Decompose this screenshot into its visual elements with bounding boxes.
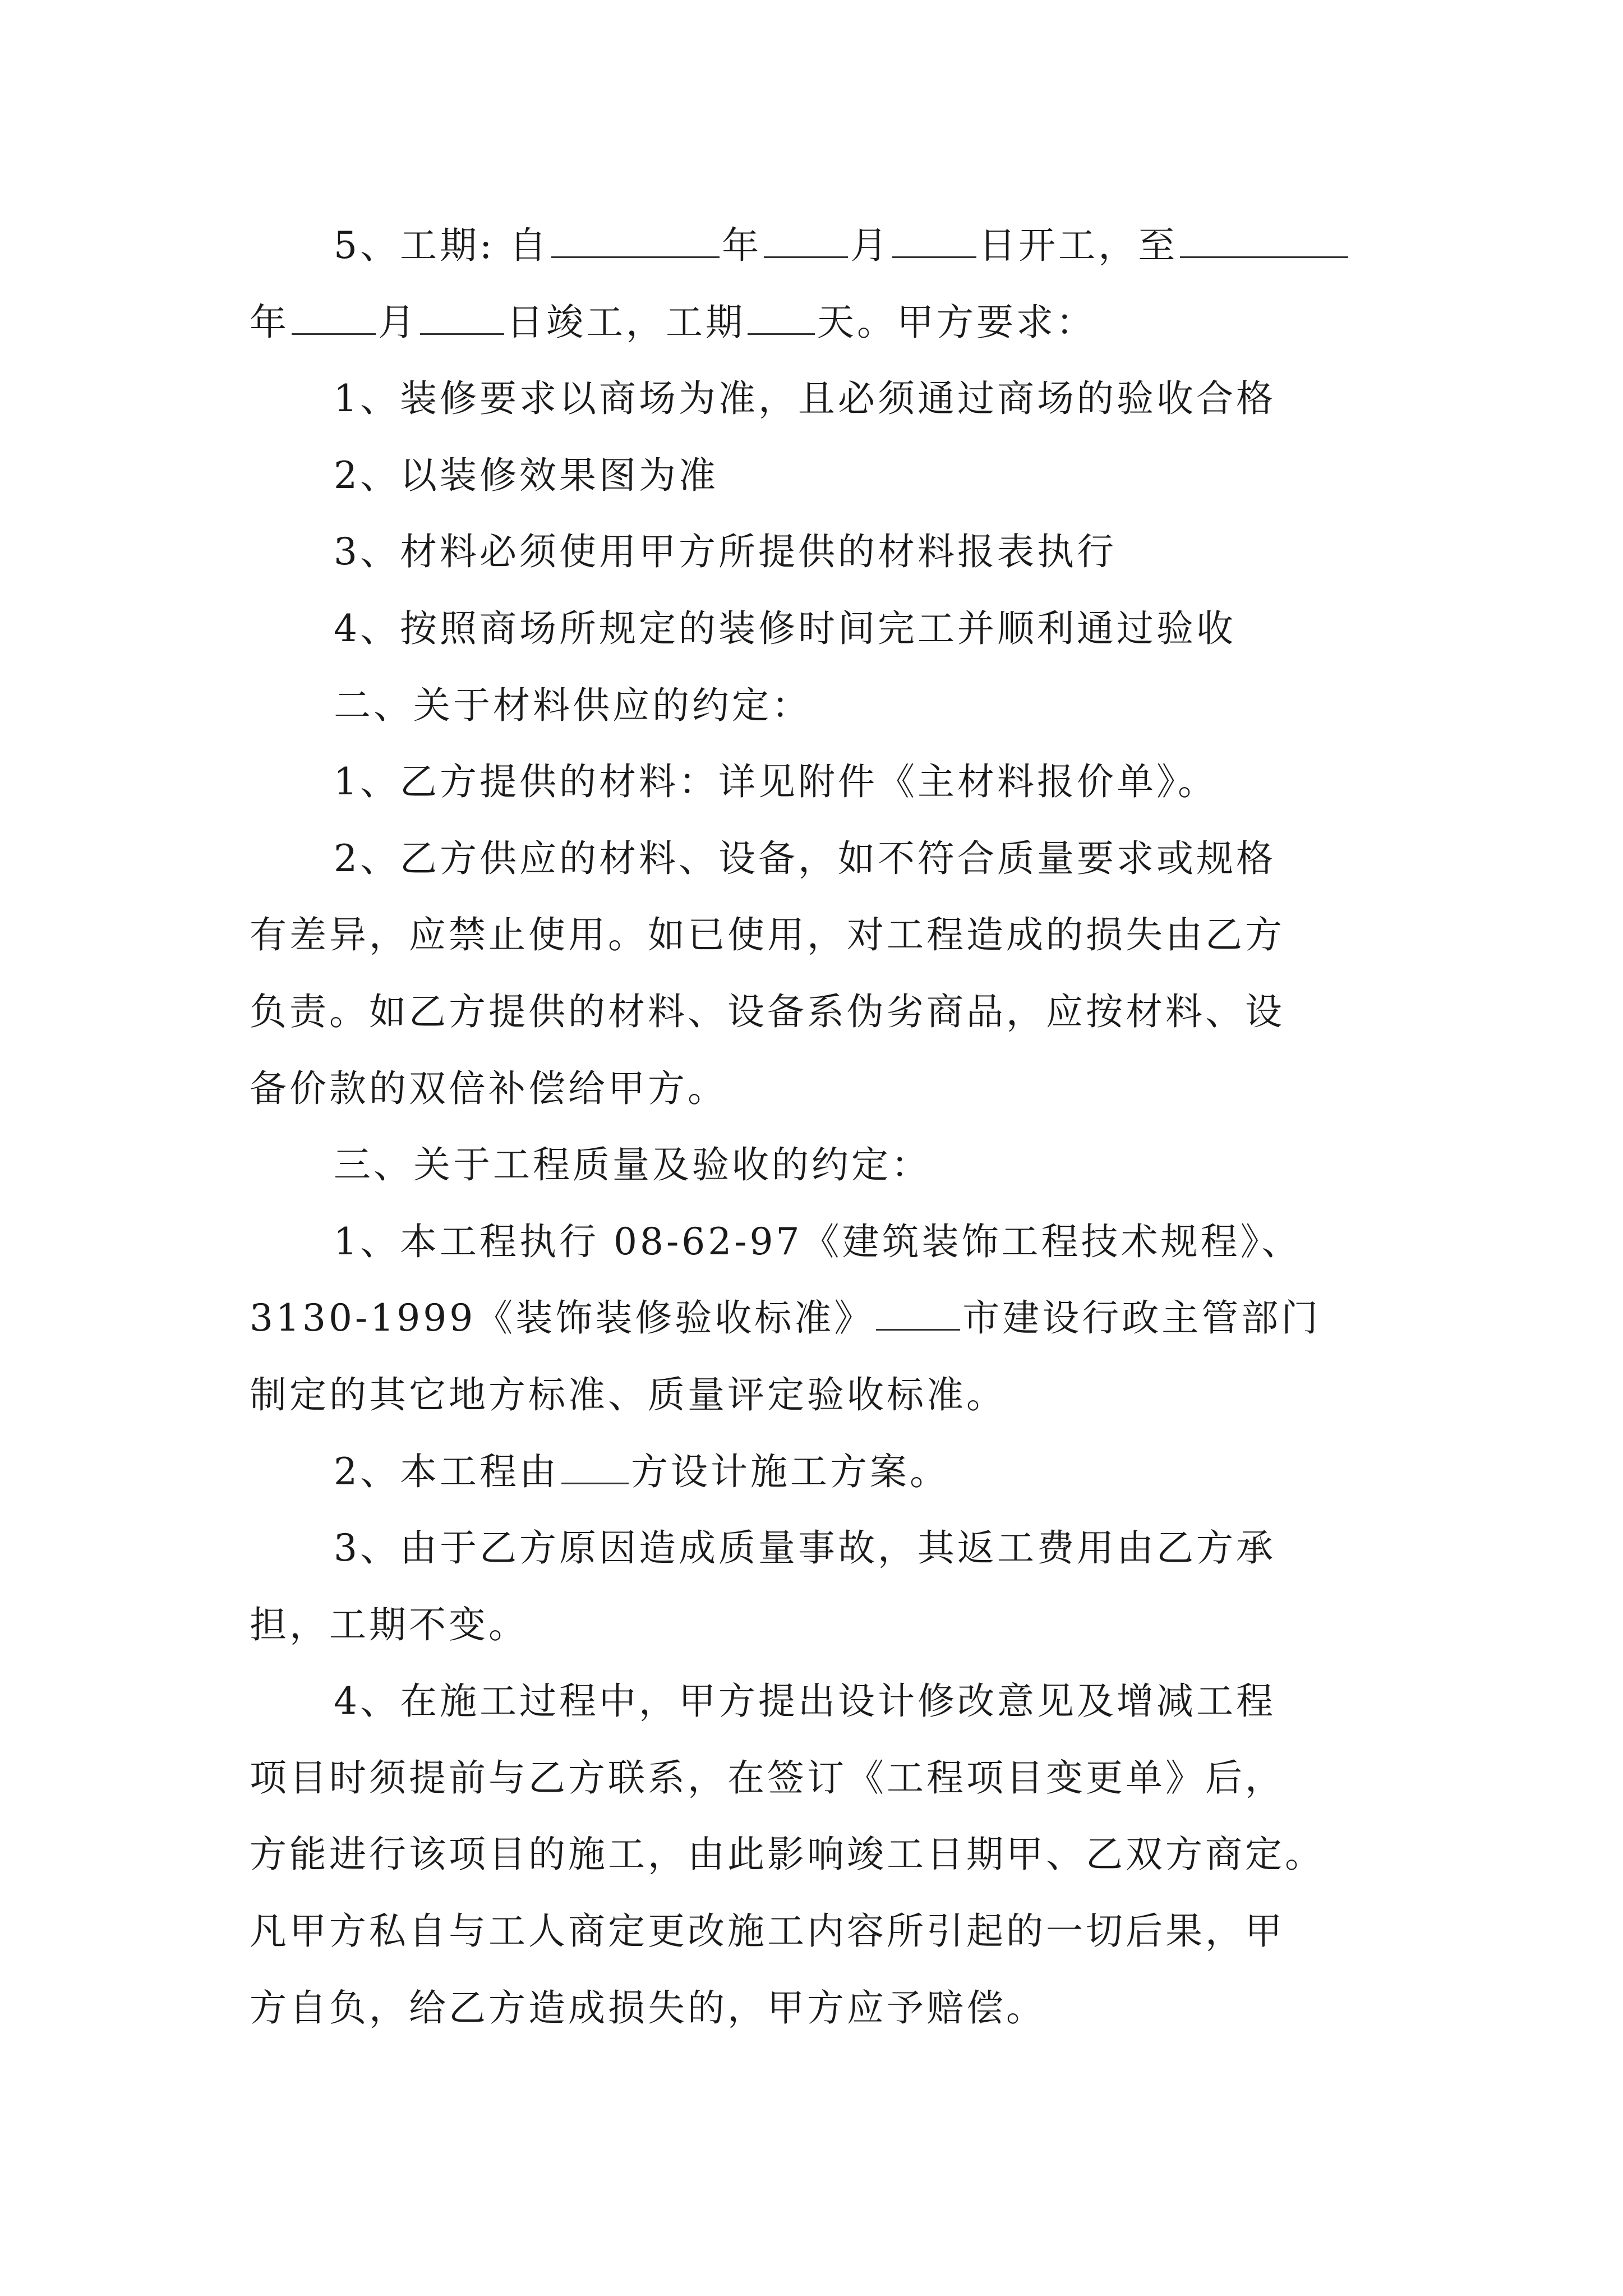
paragraph-line: 1、本工程执行 08-62-97《建筑装饰工程技术规程》、 [334,1220,1302,1263]
paragraph-line: 3、材料必须使用甲方所提供的材料报表执行 [334,530,1117,574]
blank-field-start-year [551,225,720,258]
paragraph-line: 1、装修要求以商场为准，且必须通过商场的验收合格 [334,377,1276,421]
paragraph-line: 1、乙方提供的材料：详见附件《主材料报价单》。 [334,760,1218,804]
section-heading: 二、关于材料供应的约定： [334,683,811,727]
paragraph-line: 项目时须提前与乙方联系，在签订《工程项目变更单》后， [250,1756,1285,1800]
blank-field-end-month [292,302,376,335]
paragraph-line: 担，工期不变。 [250,1603,528,1646]
paragraph-line-schedule-start [250,208,1394,284]
section-heading: 三、关于工程质量及验收的约定： [334,1143,931,1187]
paragraph-line: 有差异，应禁止使用。如已使用，对工程造成的损失由乙方 [250,913,1285,957]
text-segment: 年 [250,300,289,344]
text-segment: 月 [378,300,418,344]
text-segment: 5、工期: 自 [334,224,550,267]
paragraph-line: 凡甲方私自与工人商定更改施工内容所引起的一切后果，甲 [250,1910,1285,1953]
paragraph-line-design-party [250,1434,1394,1511]
paragraph-line: 3、由于乙方原因造成质量事故，其返工费用由乙方承 [334,1526,1276,1570]
blank-field-end-day [420,302,504,335]
paragraph-line: 备价款的双倍补偿给甲方。 [250,1066,727,1110]
blank-field-start-month [764,225,848,258]
paragraph-line: 2、乙方供应的材料、设备，如不符合质量要求或规格 [334,836,1276,880]
paragraph-line: 方自负，给乙方造成损失的，甲方应予赔偿。 [250,1986,1046,2030]
paragraph-line: 4、在施工过程中，甲方提出设计修改意见及增减工程 [334,1680,1276,1723]
text-segment: 市建设行政主管部门 [962,1296,1321,1340]
text-segment: 日开工，至 [979,224,1178,267]
paragraph-line: 2、以装修效果图为准 [334,453,718,497]
paragraph-line: 制定的其它地方标准、质量评定验收标准。 [250,1373,1006,1416]
blank-field-design-party [561,1451,629,1484]
text-segment: 3130-1999《装饰装修验收标准》 [250,1296,874,1340]
blank-field-start-day [892,225,976,258]
text-segment: 2、本工程由 [334,1450,559,1493]
paragraph-line: 负责。如乙方提供的材料、设备系伪劣商品，应按材料、设 [250,990,1285,1033]
paragraph-line-schedule-end [250,284,1394,361]
document-body [250,208,1394,2046]
text-segment: 月 [850,224,891,267]
text-segment: 方设计施工方案。 [631,1450,949,1493]
text-segment: 日竣工，工期 [506,300,745,344]
text-segment: 年 [722,224,762,267]
blank-field-city [876,1297,960,1331]
paragraph-line: 方能进行该项目的施工，由此影响竣工日期甲、乙双方商定。 [250,1833,1325,1876]
blank-field-duration-days [748,302,815,335]
blank-field-end-year [1180,225,1348,258]
paragraph-line: 4、按照商场所规定的装修时间完工并顺利通过验收 [334,606,1236,650]
paragraph-line-standards [250,1280,1394,1357]
text-segment: 天。甲方要求： [817,300,1096,344]
